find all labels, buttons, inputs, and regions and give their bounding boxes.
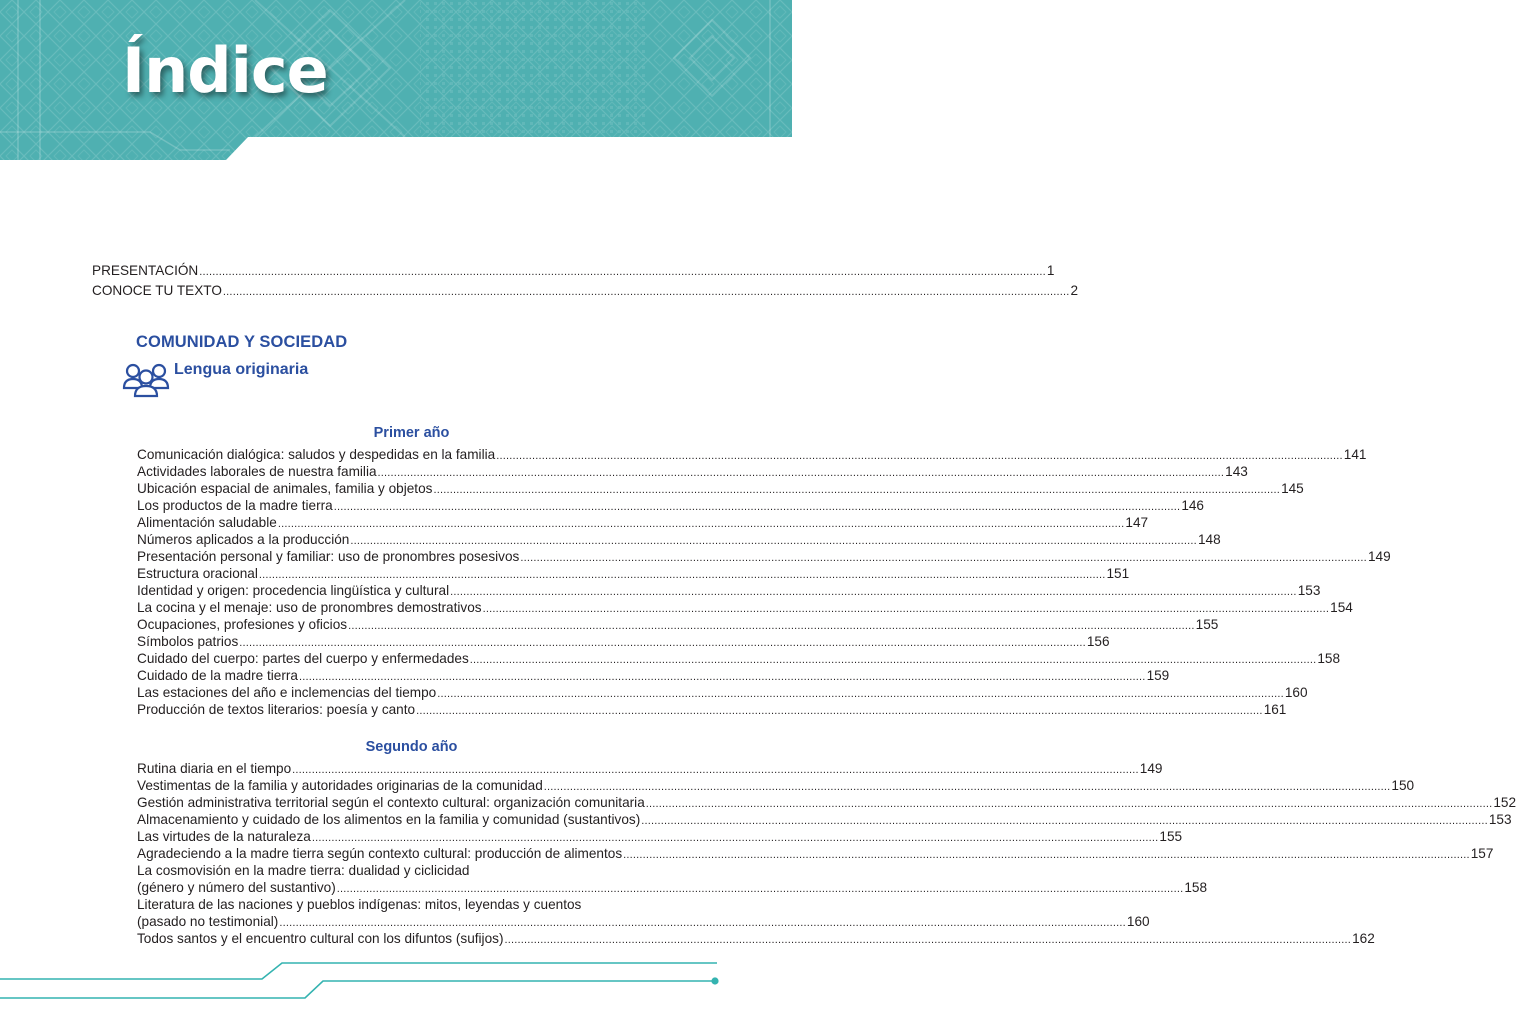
toc-entry-presentacion[interactable] <box>92 262 1055 281</box>
toc-leader-dots: .................................................................................................................................................................................................................................................................... <box>277 518 1125 530</box>
toc-entry-page: 160 <box>1284 685 1308 700</box>
toc-leader-dots: .................................................................................................................................................................................................................................................................... <box>292 764 1139 776</box>
toc-entry-title: Cuidado de la madre tierra <box>137 668 298 683</box>
toc-leader-dots: .................................................................................................................................................................................................................................................................... <box>450 586 1297 598</box>
toc-entry-title: Producción de textos literarios: poesía y canto <box>137 702 416 717</box>
toc-leader-dots: .................................................................................................................................................................................................................................................................... <box>222 286 1070 298</box>
header-banner <box>0 0 792 160</box>
toc-entry-title: Estructura oracional <box>137 566 258 581</box>
toc-entry-page: 150 <box>1391 778 1415 793</box>
toc-entry[interactable] <box>137 701 1287 720</box>
toc-entry-page: 156 <box>1086 634 1110 649</box>
toc-leader-dots: .................................................................................................................................................................................................................................................................... <box>416 705 1263 717</box>
toc-leader-dots: .................................................................................................................................................................................................................................................................... <box>311 832 1159 844</box>
toc-leader-dots: .................................................................................................................................................................................................................................................................... <box>336 883 1184 895</box>
toc-leader-dots: .................................................................................................................................................................................................................................................................... <box>348 620 1195 632</box>
toc-entry-page: 161 <box>1263 702 1287 717</box>
toc-entry-page: 147 <box>1125 515 1149 530</box>
toc-entry-page: 143 <box>1225 464 1248 479</box>
toc-entry-title: Alimentación saludable <box>137 515 277 530</box>
toc-entry-page: 159 <box>1146 668 1170 683</box>
toc-entry-title: Identidad y origen: procedencia lingüística y cultural <box>137 583 450 598</box>
toc-entry-title: Ubicación espacial de animales, familia y objetos <box>137 481 433 496</box>
toc-entry-page: 148 <box>1197 532 1221 547</box>
toc-entry-page: 162 <box>1352 931 1375 946</box>
toc-entry-title: Presentación personal y familiar: uso de pronombres posesivos <box>137 549 520 564</box>
toc-entry-title: Ocupaciones, profesiones y oficios <box>137 617 348 632</box>
toc-entry-page: 157 <box>1470 846 1494 861</box>
toc-entry-page: 149 <box>1139 761 1163 776</box>
toc-entry-title: Números aplicados a la producción <box>137 532 350 547</box>
toc-entry-page: 1 <box>1046 263 1055 278</box>
toc-entry-page: 158 <box>1184 880 1208 895</box>
toc-leader-dots: .................................................................................................................................................................................................................................................................... <box>482 603 1330 615</box>
toc-leader-dots: .................................................................................................................................................................................................................................................................... <box>504 934 1352 946</box>
section-heading: COMUNIDAD Y SOCIEDAD <box>136 333 348 351</box>
toc-leader-dots: .................................................................................................................................................................................................................................................................... <box>258 569 1106 581</box>
toc-leader-dots: .................................................................................................................................................................................................................................................................... <box>437 688 1284 700</box>
toc-entry-page: 151 <box>1106 566 1130 581</box>
toc-entry-title: Vestimentas de la familia y autoridades originarias de la comunidad <box>137 778 543 793</box>
toc-entry-title: (género y número del sustantivo) <box>137 880 336 895</box>
toc-entry-conoce-tu-texto[interactable] <box>92 282 1079 301</box>
toc-entry-title: Almacenamiento y cuidado de los alimentos en la familia y comunidad (sustantivos) <box>137 812 641 827</box>
toc-leader-dots: .................................................................................................................................................................................................................................................................... <box>543 781 1391 793</box>
toc-entry-page: 149 <box>1367 549 1391 564</box>
toc-entry-title: Rutina diaria en el tiempo <box>137 761 292 776</box>
footer-decorative-lines <box>0 955 792 1005</box>
toc-leader-dots: .................................................................................................................................................................................................................................................................... <box>239 637 1086 649</box>
toc-entry-page: 155 <box>1159 829 1183 844</box>
toc-entry-page: 154 <box>1330 600 1353 615</box>
toc-leader-dots: .................................................................................................................................................................................................................................................................... <box>350 535 1197 547</box>
toc-entry-page: 2 <box>1070 283 1079 298</box>
toc-entry-title: Agradeciendo a la madre tierra según contexto cultural: producción de alimentos <box>137 846 623 861</box>
toc-leader-dots: .................................................................................................................................................................................................................................................................... <box>641 815 1488 827</box>
toc-entry-title: Símbolos patrios <box>137 634 239 649</box>
toc-entry-page: 145 <box>1281 481 1304 496</box>
toc-entry-title: PRESENTACIÓN <box>92 263 199 278</box>
toc-leader-dots: .................................................................................................................................................................................................................................................................... <box>433 484 1281 496</box>
toc-entry-page: 158 <box>1317 651 1341 666</box>
toc-leader-dots: .................................................................................................................................................................................................................................................................... <box>333 501 1181 513</box>
toc-leader-dots: .................................................................................................................................................................................................................................................................... <box>469 654 1317 666</box>
toc-entry-title: Actividades laborales de nuestra familia <box>137 464 377 479</box>
toc-leader-dots: .................................................................................................................................................................................................................................................................... <box>520 552 1367 564</box>
year-heading-segundo: Segundo año <box>365 739 458 755</box>
toc-leader-dots: .................................................................................................................................................................................................................................................................... <box>279 917 1126 929</box>
toc-entry-page: 153 <box>1297 583 1321 598</box>
toc-leader-dots: .................................................................................................................................................................................................................................................................... <box>377 467 1225 479</box>
year-heading-primer: Primer año <box>373 425 450 441</box>
subsection-heading: Lengua originaria <box>174 361 309 378</box>
toc-entry-title: Comunicación dialógica: saludos y despedidas en la familia <box>137 447 496 462</box>
toc-entry-title: Las estaciones del año e inclemencias del tiempo <box>137 685 437 700</box>
toc-leader-dots: .................................................................................................................................................................................................................................................................... <box>199 266 1046 278</box>
toc-entry-title: Cuidado del cuerpo: partes del cuerpo y enfermedades <box>137 651 469 666</box>
toc-entry-title: (pasado no testimonial) <box>137 914 279 929</box>
people-group-icon <box>122 360 170 398</box>
toc-entry-title: La cocina y el menaje: uso de pronombres demostrativos <box>137 600 482 615</box>
toc-entry-page: 146 <box>1181 498 1204 513</box>
header-pattern-graphic <box>0 0 792 160</box>
toc-leader-dots: .................................................................................................................................................................................................................................................................... <box>298 671 1146 683</box>
toc-entry-page: 153 <box>1488 812 1512 827</box>
toc-leader-dots: .................................................................................................................................................................................................................................................................... <box>645 798 1493 810</box>
toc-entry-title: CONOCE TU TEXTO <box>92 283 222 298</box>
toc-entry-page: 141 <box>1343 447 1367 462</box>
toc-entry-title: Los productos de la madre tierra <box>137 498 333 513</box>
toc-entry-first-line: La cosmovisión en la madre tierra: dualidad y ciclicidad <box>137 863 470 878</box>
toc-entry-page: 155 <box>1195 617 1219 632</box>
toc-entry-title: Gestión administrativa territorial según el contexto cultural: organización comunitaria <box>137 795 645 810</box>
page-title: Índice <box>122 34 328 107</box>
toc-entry-title: Las virtudes de la naturaleza <box>137 829 311 844</box>
toc-entry-page: 152 <box>1493 795 1516 810</box>
toc-entry-title: Todos santos y el encuentro cultural con los difuntos (sufijos) <box>137 931 504 946</box>
toc-entry[interactable] <box>137 930 1375 949</box>
toc-leader-dots: .................................................................................................................................................................................................................................................................... <box>496 450 1343 462</box>
toc-entry-page: 160 <box>1126 914 1150 929</box>
toc-leader-dots: .................................................................................................................................................................................................................................................................... <box>623 849 1470 861</box>
toc-entry-first-line: Literatura de las naciones y pueblos indígenas: mitos, leyendas y cuentos <box>137 897 582 912</box>
